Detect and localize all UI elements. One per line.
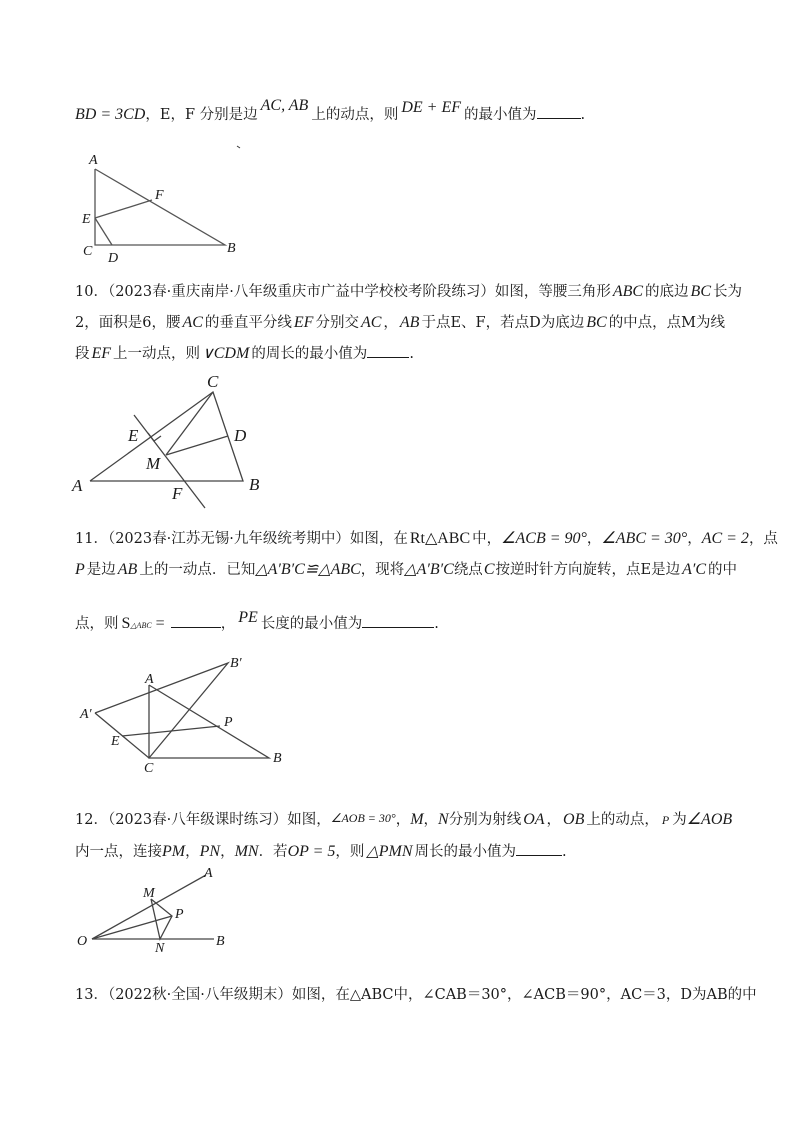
q12-mn: MN bbox=[234, 843, 259, 860]
q9-text-1: ，E，F 分别是边 bbox=[145, 107, 258, 123]
fig2-label-f: F bbox=[172, 484, 183, 503]
fig2-segment-mc bbox=[166, 392, 213, 455]
q12-text: ， bbox=[185, 844, 200, 860]
fig4-label-a: A bbox=[204, 866, 213, 881]
fig4-label-n: N bbox=[155, 941, 165, 956]
q11-text: ，现将 bbox=[360, 562, 405, 578]
fig4-ray-oa bbox=[92, 875, 206, 939]
q11-text: 按逆时针方向旋转，点E是边 bbox=[495, 562, 681, 578]
q11-text: 绕点 bbox=[453, 562, 483, 578]
q9-bd-eq: BD = 3CD bbox=[75, 106, 146, 123]
fig4-label-m: M bbox=[143, 886, 155, 901]
fig4-label-o: O bbox=[77, 934, 88, 949]
q12-text: 为 bbox=[672, 812, 687, 828]
q12-n: N bbox=[438, 811, 449, 828]
q10-end: . bbox=[409, 346, 414, 362]
q10-text: ， bbox=[383, 315, 398, 331]
figure-4-angle bbox=[92, 875, 214, 939]
q11-text: 11．（2023春·江苏无锡·九年级统考期中）如图，在 bbox=[75, 531, 408, 547]
fig3-label-ap: A′ bbox=[80, 707, 92, 722]
fig4-segment-op bbox=[92, 916, 172, 939]
q10-abc: ABC bbox=[612, 283, 644, 300]
fig3-label-c: C bbox=[144, 761, 154, 776]
fig1-label-d: D bbox=[108, 251, 119, 266]
q10-ac: AC bbox=[182, 314, 203, 331]
q10-text: 的底边 bbox=[645, 284, 689, 300]
q12-pmn: △PMN bbox=[366, 843, 413, 860]
fig1-label-b: B bbox=[227, 241, 236, 256]
fig2-label-e: E bbox=[128, 426, 139, 445]
q12-end: . bbox=[561, 844, 567, 860]
q11-text: 上的一动点．已知 bbox=[139, 562, 256, 578]
q10-text: 10．（2023春·重庆南岸·八年级重庆市广益中学校校考阶段练习）如图，等腰三角形 bbox=[75, 284, 611, 300]
fig2-label-a: A bbox=[72, 476, 83, 495]
q10-text: 的垂直平分线 bbox=[204, 315, 292, 331]
q10-ef: EF bbox=[91, 345, 112, 362]
figure-2-isosceles bbox=[90, 392, 243, 508]
q11-text: ， bbox=[687, 531, 702, 547]
q10-text: 于点E、F，若点D为底边 bbox=[421, 315, 585, 331]
q12-pn: PN bbox=[199, 843, 221, 860]
q11-text: 是边 bbox=[86, 562, 116, 578]
q9-de-ef: DE + EF bbox=[401, 99, 461, 116]
stray-mark bbox=[237, 146, 240, 148]
q12-text: 上的动点， bbox=[586, 812, 659, 828]
q9-text-3: 的最小值为 bbox=[464, 107, 537, 123]
fig2-perpendicular-bisector bbox=[134, 415, 205, 508]
figure-1-triangle bbox=[95, 169, 225, 245]
q11-area-sub: △ABC bbox=[130, 621, 152, 630]
q12-pm: PM bbox=[162, 843, 186, 860]
q11-pe: PE bbox=[238, 609, 258, 626]
q10-cdm: ∨CDM bbox=[202, 345, 250, 362]
q10-text: 上一动点，则 bbox=[113, 346, 201, 362]
q12-p: P bbox=[661, 813, 670, 827]
q11-triangle: △A′B′C bbox=[404, 561, 454, 578]
q12-text: 12．（2023春·八年级课时练习）如图， bbox=[75, 812, 331, 828]
q11-area-s: S bbox=[121, 615, 131, 632]
fig1-label-f: F bbox=[155, 188, 164, 203]
fig4-label-b: B bbox=[216, 934, 225, 949]
fig3-triangle-abc bbox=[149, 685, 269, 758]
q11-p: P bbox=[75, 561, 85, 578]
fig2-label-m: M bbox=[146, 454, 161, 473]
q12-angle-aob: ∠AOB bbox=[686, 811, 733, 828]
fig3-segment-pe bbox=[122, 726, 220, 736]
q12-oa: OA bbox=[523, 811, 545, 828]
q11-text: ， bbox=[220, 616, 236, 632]
fig3-label-p: P bbox=[224, 715, 233, 730]
q11-text: 中， bbox=[472, 531, 502, 547]
q9-end: . bbox=[580, 107, 586, 123]
fig2-label-d: D bbox=[234, 426, 247, 445]
fig2-label-b: B bbox=[249, 475, 260, 494]
fig3-label-a: A bbox=[145, 672, 154, 687]
q11-apc: A′C bbox=[682, 561, 707, 578]
q12-text: 内一点，连接 bbox=[75, 844, 162, 860]
q10-text: 的周长的最小值为 bbox=[251, 346, 368, 362]
fig3-label-bp: B′ bbox=[230, 656, 242, 671]
fig1-label-c: C bbox=[83, 244, 93, 259]
fig2-segment-md bbox=[166, 436, 228, 455]
q11-area-eq: = bbox=[155, 615, 165, 632]
fig1-label-a: A bbox=[89, 153, 98, 168]
q11-text: 点，则 bbox=[75, 616, 119, 632]
q10-text: 分别交 bbox=[315, 315, 359, 331]
q12-text: ．若 bbox=[258, 844, 288, 860]
q9-text-2: 上的动点，则 bbox=[311, 107, 399, 123]
fig2-triangle-abc bbox=[90, 392, 243, 481]
fig1-segment-ef bbox=[95, 200, 152, 218]
q11-congruence: △A′B′C≌△ABC bbox=[255, 561, 361, 578]
q11-text: 长度的最小值为 bbox=[260, 616, 363, 632]
q12-ob: OB bbox=[563, 811, 585, 828]
q10-text: 的中点，点M为线 bbox=[608, 315, 726, 331]
q11-point-c: C bbox=[483, 561, 495, 578]
q11-text: 的中 bbox=[708, 562, 738, 578]
q10-text: 段 bbox=[75, 346, 90, 362]
q12-text: 周长的最小值为 bbox=[414, 844, 516, 860]
q12-text: ， bbox=[395, 812, 411, 828]
q10-bc: BC bbox=[690, 283, 711, 300]
q12-text: 分别为射线 bbox=[448, 812, 522, 828]
fig1-label-e: E bbox=[82, 212, 91, 227]
q10-ef: EF bbox=[293, 314, 314, 331]
fig1-triangle-abc bbox=[95, 169, 225, 245]
q11-angle-acb: ∠ACB = 90° bbox=[501, 530, 587, 547]
q12-text: ， bbox=[546, 812, 562, 828]
fig3-label-b: B bbox=[273, 751, 282, 766]
q13-text: 13．（2022秋·全国·八年级期末）如图，在△ABC中，∠CAB＝30°，∠ACB＝90°，AC＝3，D为AB的中 bbox=[75, 987, 757, 1003]
q11-text: ， bbox=[586, 531, 602, 547]
q11-ac-eq: AC = 2 bbox=[701, 530, 749, 547]
q11-text: ，点 bbox=[748, 531, 778, 547]
q10-ab: AB bbox=[399, 314, 420, 331]
q10-bc: BC bbox=[586, 314, 607, 331]
q12-op: OP = 5 bbox=[287, 843, 336, 860]
q12-angle-aob: ∠AOB = 30° bbox=[330, 811, 396, 825]
q10-text: 2，面积是6，腰 bbox=[75, 315, 181, 331]
q12-text: ， bbox=[220, 844, 235, 860]
q9-ac-ab: AC, AB bbox=[260, 97, 309, 114]
q12-m: M bbox=[410, 811, 424, 828]
fig4-label-p: P bbox=[175, 907, 184, 922]
q11-rt-abc: Rt△ABC bbox=[409, 530, 471, 547]
q11-angle-abc: ∠ABC = 30° bbox=[601, 530, 688, 547]
fig3-label-e: E bbox=[111, 734, 120, 749]
q12-text: ， bbox=[423, 812, 439, 828]
q11-end: . bbox=[434, 616, 439, 632]
q10-ac: AC bbox=[360, 314, 382, 331]
fig2-label-c: C bbox=[207, 372, 219, 391]
q11-ab: AB bbox=[117, 561, 138, 578]
fig1-segment-ed bbox=[95, 218, 112, 245]
q10-text: 长为 bbox=[713, 284, 742, 300]
q12-text: ，则 bbox=[335, 844, 365, 860]
figure-3-rotation bbox=[95, 663, 269, 758]
